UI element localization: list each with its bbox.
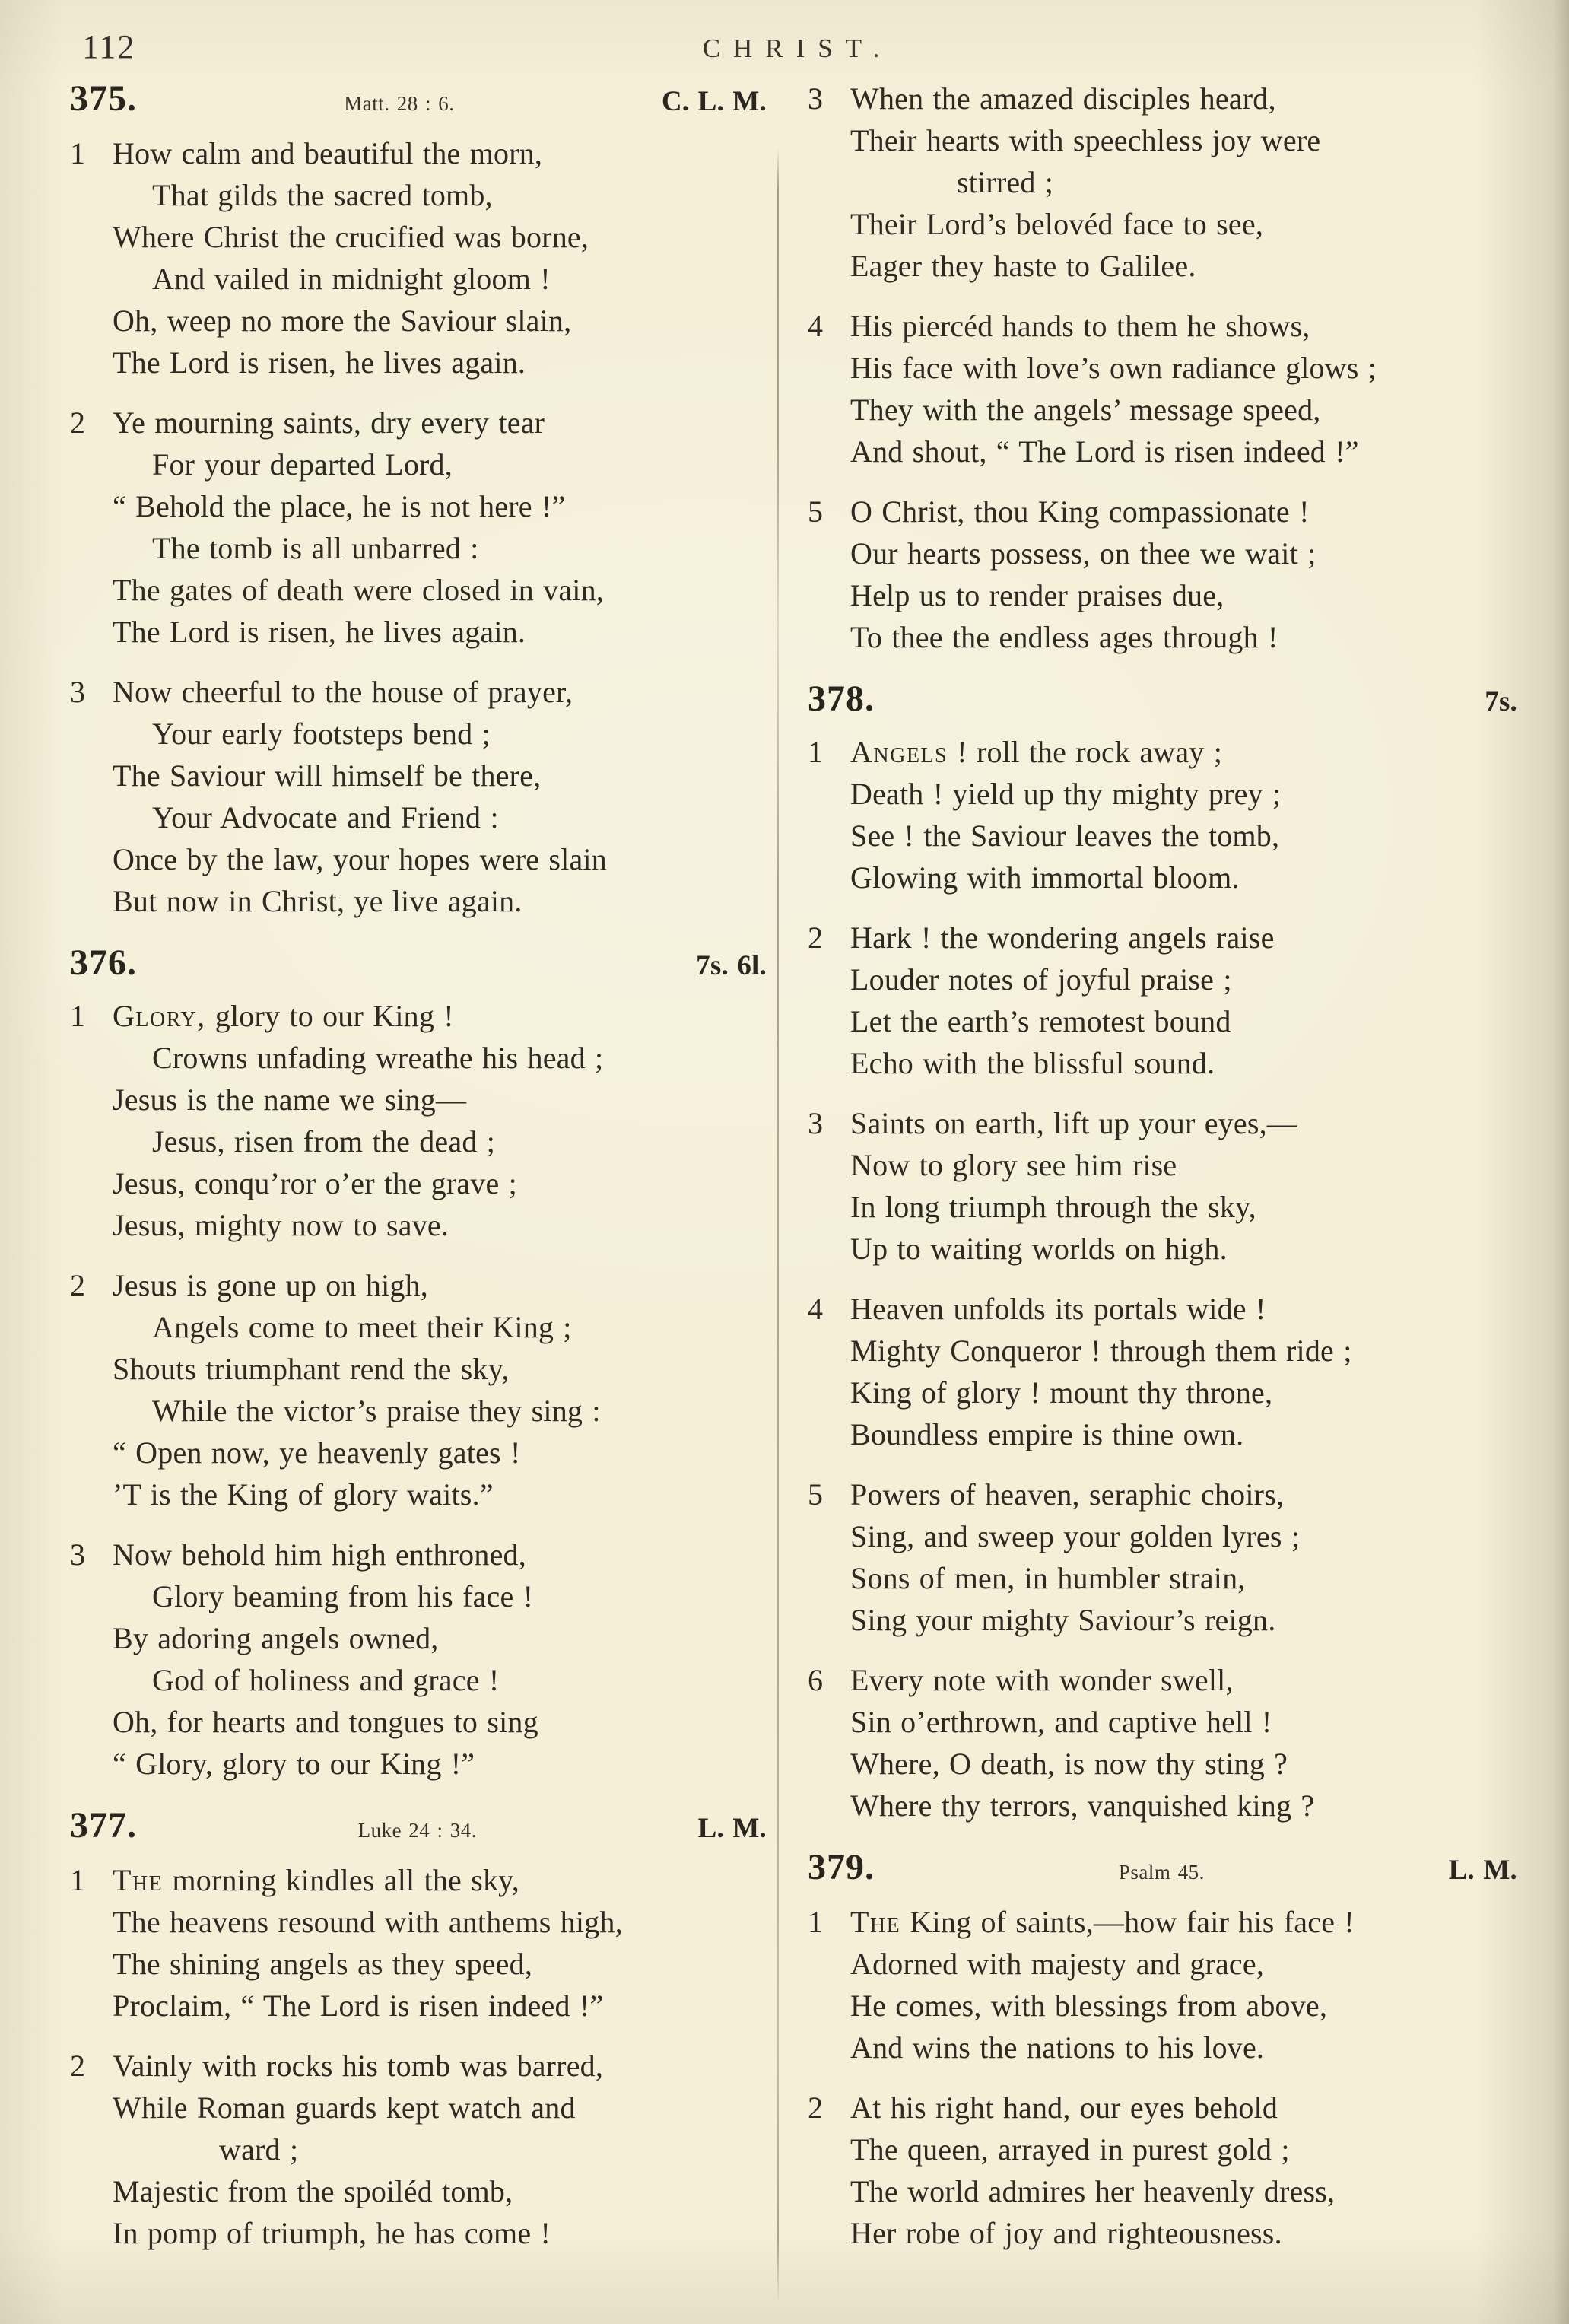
verse-line: Now cheerful to the house of prayer, [113,675,573,709]
verse-line: The gates of death were closed in vain, [113,573,604,607]
verse-line: Angels ! roll the rock away ; [850,735,1223,769]
smallcaps-lead-word: Angels [850,735,948,769]
verse-lines [113,1264,767,1515]
verse-line: Oh, weep no more the Saviour slain, [113,304,572,338]
verse-line: Jesus, risen from the dead ; [152,1124,496,1159]
verse-line: “ Behold the place, he is not here !” [113,489,566,523]
verse-line: Glory beaming from his face ! [152,1579,534,1613]
running-title: CHRIST. [702,33,893,63]
verse-number: 1 [70,1863,86,1897]
verse-line: Where thy terrors, vanquished king ? [850,1788,1315,1823]
verse-line: His face with love’s own radiance glows ; [850,351,1377,385]
hymn-meter: L. M. [697,1813,767,1844]
verse-lines [113,2045,767,2254]
verse [70,671,767,922]
verse-line: Majestic from the spoiléd tomb, [113,2174,513,2208]
verse-number: 2 [70,2049,86,2083]
smallcaps-lead-word: The [113,1863,164,1897]
verse-line: When the amazed disciples heard, [850,81,1276,116]
verse-number: 2 [808,920,824,955]
verse-line: The King of saints,—how fair his face ! [850,1905,1355,1939]
verse-line: ward ; [219,2132,299,2167]
verse-line: King of glory ! mount thy throne, [850,1375,1273,1410]
hymn-number: 377. [70,1805,137,1846]
verse-line: His piercéd hands to them he shows, [850,309,1310,343]
verse-lines [113,132,767,383]
verse-line: Now behold him high enthroned, [113,1537,526,1572]
verse-line: Glowing with immortal bloom. [850,860,1240,895]
verse [808,731,1517,898]
verse [70,1264,767,1515]
verse [808,1901,1517,2068]
hymn-header [70,942,767,987]
verse-line: The heavens resound with anthems high, [113,1905,623,1939]
verse-line: Mighty Conqueror ! through them ride ; [850,1334,1352,1368]
verse-line: Angels come to meet their King ; [152,1310,572,1344]
verse-line: Let the earth’s remotest bound [850,1004,1231,1038]
verse-line: Our hearts possess, on thee we wait ; [850,536,1316,571]
verse-line: Sin o’erthrown, and captive hell ! [850,1705,1272,1739]
verse-line: But now in Christ, ye live again. [113,884,522,918]
verse-line: Hark ! the wondering angels raise [850,920,1275,955]
verse-lines [113,1859,767,2027]
verse-line: Shouts triumphant rend the sky, [113,1352,510,1386]
verse-number: 4 [808,309,824,343]
verse [808,1659,1517,1826]
hymn-header [808,678,1517,723]
hymn-block [808,1846,1517,2254]
verse [70,1859,767,2027]
hymn-number: 375. [70,78,137,119]
verse-line: Crowns unfading wreathe his head ; [152,1041,604,1075]
smallcaps-lead-word: Glory, [113,999,206,1033]
verse-line: Your Advocate and Friend : [152,800,499,835]
hymn-scripture-reference: Matt. 28 : 6. [344,92,455,115]
verse-line: By adoring angels owned, [113,1621,439,1655]
verse-line: Up to waiting worlds on high. [850,1232,1228,1266]
verse-line: Once by the law, your hopes were slain [113,842,607,876]
verse-line: The Lord is risen, he lives again. [113,615,526,649]
verse-number: 4 [808,1292,824,1326]
hymn-meter: C. L. M. [661,86,767,117]
verse-line: The Lord is risen, he lives again. [113,345,526,380]
verse-lines [850,1659,1517,1826]
verse-line: Eager they haste to Galilee. [850,249,1196,283]
hymn-number: 376. [70,943,137,983]
verse [808,78,1517,287]
page-number: 112 [82,28,136,65]
verse [808,305,1517,472]
verse-line: Glory, glory to our King ! [113,999,454,1033]
verse-line: Sons of men, in humbler strain, [850,1561,1246,1595]
hymn-meter: 7s. 6l. [696,950,767,981]
verse-number: 2 [70,1268,86,1302]
verse-line: Sing, and sweep your golden lyres ; [850,1519,1301,1553]
verse-lines [850,731,1517,898]
verse-lines [850,78,1517,287]
verse-number: 3 [70,675,86,709]
verse-line: “ Glory, glory to our King !” [113,1747,475,1781]
verse [70,402,767,653]
hymn-scripture-reference: Luke 24 : 34. [357,1819,478,1842]
verse-line: The world admires her heavenly dress, [850,2174,1336,2208]
verse-lines [113,995,767,1246]
verse-line: Adorned with majesty and grace, [850,1947,1265,1981]
hymn-block [808,678,1517,1826]
verse-line: Heaven unfolds its portals wide ! [850,1292,1266,1326]
verse-lines [113,1534,767,1785]
verse-line: Jesus is gone up on high, [113,1268,428,1302]
hymn-number: 378. [808,679,875,719]
hymn-number: 379. [808,1847,875,1887]
verse-line: God of holiness and grace ! [152,1663,500,1697]
verse-line: They with the angels’ message speed, [850,393,1321,427]
hymn-block [70,942,767,1785]
verse-line: Death ! yield up thy mighty prey ; [850,777,1282,811]
verse-line: The tomb is all unbarred : [152,531,479,565]
verse-line: The queen, arrayed in purest gold ; [850,2132,1290,2167]
hymn-block [70,78,767,922]
verse-line: Now to glory see him rise [850,1148,1177,1182]
verse-number: 2 [808,2090,824,2125]
verse-line: Sing your mighty Saviour’s reign. [850,1603,1276,1637]
verse [808,917,1517,1084]
right-column [779,78,1525,2272]
verse-line: Jesus, mighty now to save. [113,1208,449,1242]
verse-number: 5 [808,494,824,529]
verse-line: The Saviour will himself be there, [113,758,542,793]
verse-line: Help us to render praises due, [850,578,1224,612]
page-header-row [70,27,1525,67]
hymn-header [70,78,767,125]
verse-number: 3 [808,81,824,116]
verse-line: Vainly with rocks his tomb was barred, [113,2049,604,2083]
verse-line: Louder notes of joyful praise ; [850,962,1232,997]
verse-line: “ Open now, ye heavenly gates ! [113,1435,521,1470]
verse-line: At his right hand, our eyes behold [850,2090,1278,2125]
verse-line: Echo with the blissful sound. [850,1046,1215,1080]
verse-line: Her robe of joy and righteousness. [850,2216,1282,2250]
verse-line: Where Christ the crucified was borne, [113,220,589,254]
verse-number: 5 [808,1477,824,1512]
verse [70,2045,767,2254]
verse-line: And shout, “ The Lord is risen indeed !” [850,434,1359,469]
verse-line: In long triumph through the sky, [850,1190,1256,1224]
verse [808,2087,1517,2254]
verse-line: O Christ, thou King compassionate ! [850,494,1310,529]
verse-line: Their Lord’s belovéd face to see, [850,207,1264,241]
verse-line: For your departed Lord, [152,447,453,482]
hymn-continuation [808,78,1517,658]
verse-line: stirred ; [957,165,1054,199]
verse-line: Jesus is the name we sing— [113,1083,467,1117]
hymn-header [808,1846,1517,1893]
verse-line: Every note with wonder swell, [850,1663,1234,1697]
verse-lines [850,1474,1517,1641]
verse-lines [113,671,767,922]
verse-line: The shining angels as they speed, [113,1947,533,1981]
verse-number: 6 [808,1663,824,1697]
verse-number: 2 [70,405,86,440]
left-column [70,78,777,2272]
verse-lines [850,1288,1517,1455]
verse-number: 1 [808,735,824,769]
verse-line: Saints on earth, lift up your eyes,— [850,1106,1297,1140]
verse-lines [113,402,767,653]
hymn-meter: L. M. [1448,1855,1517,1886]
verse-line: Powers of heaven, seraphic choirs, [850,1477,1285,1512]
verse-lines [850,1901,1517,2068]
verse-line: While the victor’s praise they sing : [152,1394,601,1428]
verse-line: The morning kindles all the sky, [113,1863,519,1897]
verse-line: Their hearts with speechless joy were [850,123,1321,157]
hymn-block [70,1804,767,2254]
verse [70,995,767,1246]
verse-line: And wins the nations to his love. [850,2030,1265,2065]
verse-line: ’T is the King of glory waits.” [113,1477,494,1512]
verse-number: 3 [808,1106,824,1140]
verse-line: Jesus, conqu’ror o’er the grave ; [113,1166,517,1200]
verse-lines [850,1102,1517,1270]
verse-line: To thee the endless ages through ! [850,620,1278,654]
verse [808,491,1517,658]
verse-line: He comes, with blessings from above, [850,1989,1328,2023]
verse [70,132,767,383]
smallcaps-lead-word: The [850,1905,901,1939]
verse-number: 3 [70,1537,86,1572]
verse [808,1474,1517,1641]
verse-lines [850,2087,1517,2254]
verse-line: Proclaim, “ The Lord is risen indeed !” [113,1989,604,2023]
verse [808,1288,1517,1455]
verse [70,1534,767,1785]
verse-line: While Roman guards kept watch and [113,2090,576,2125]
verse-number: 1 [70,136,86,170]
verse-number: 1 [808,1905,824,1939]
verse-line: In pomp of triumph, he has come ! [113,2216,551,2250]
verse-line: Ye mourning saints, dry every tear [113,405,545,440]
verse [808,1102,1517,1270]
verse-line: Your early footsteps bend ; [152,717,491,751]
verse-lines [850,917,1517,1084]
hymn-scripture-reference: Psalm 45. [1118,1861,1205,1884]
verse-line: See ! the Saviour leaves the tomb, [850,819,1280,853]
verse-line: How calm and beautiful the morn, [113,136,543,170]
verse-line: And vailed in midnight gloom ! [152,262,551,296]
verse-lines [850,491,1517,658]
hymn-meter: 7s. [1485,686,1517,717]
verse-line: That gilds the sacred tomb, [152,178,493,212]
verse-line: Oh, for hearts and tongues to sing [113,1705,538,1739]
verse-line: Where, O death, is now thy sting ? [850,1747,1288,1781]
verse-line: Boundless empire is thine own. [850,1417,1244,1451]
verse-lines [850,305,1517,472]
hymn-header [70,1804,767,1852]
text-columns [70,78,1525,2304]
verse-number: 1 [70,999,86,1033]
